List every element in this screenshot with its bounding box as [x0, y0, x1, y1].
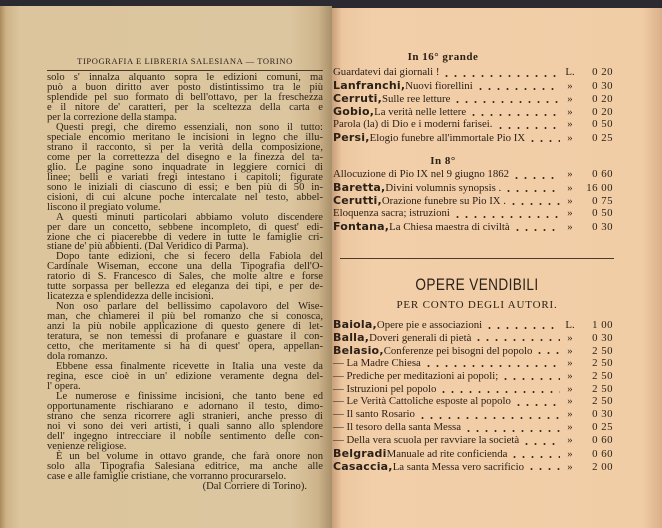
text-line: splendide pel suo formato di bell'ottavo, per la freschezza — [47, 91, 323, 103]
text-line: cetto, che meritamente si ha di quest' opera, appellan- — [47, 341, 323, 353]
entry-author: Balla, — [333, 330, 370, 344]
currency-mark: » — [567, 434, 573, 447]
text-line: glio. Le pagine sono inquadrate in leggiere cornici di — [47, 161, 323, 173]
leader-dots — [512, 177, 560, 179]
entry-title: Parola (la) di Dio e i moderni farisei. — [333, 118, 493, 130]
text-line: come per la correttezza del disegno e la finezza del ta- — [47, 151, 323, 163]
entry-price: 2 50 — [592, 369, 613, 382]
entry-author: Belasio, — [333, 343, 384, 357]
currency-mark: L. — [565, 319, 575, 331]
entry-price: 2 50 — [592, 382, 613, 395]
text-line: per la correzione della stampa. — [47, 111, 177, 123]
leader-dots — [522, 443, 560, 445]
text-line: Ebbene essa finalmente ricevette in Italia una veste da — [56, 361, 323, 373]
catalog-entry — [333, 370, 613, 383]
entry-price: 0 60 — [592, 448, 613, 460]
catalog-entry — [333, 395, 613, 408]
text-line: case e alle famiglie cristiane, che vorranno procurarselo. — [47, 470, 287, 482]
entry-title: La verità nelle lettere — [374, 106, 467, 118]
text-line: È un bel volume in ottavo grande, che farà onore non — [56, 450, 323, 462]
entry-author: Fontana, — [333, 220, 390, 233]
text-line: (Dal Corriere di Torino). — [202, 480, 307, 492]
leader-dots — [527, 468, 560, 470]
entry-price: 0 30 — [592, 221, 613, 233]
text-line: Non oso parlare del bellissimo capolavoro del Wise- — [56, 301, 323, 313]
text-line: strano che senza ricorrere agli stranieri, anche presso di — [47, 410, 323, 422]
currency-mark: » — [567, 80, 573, 92]
entry-price: 0 25 — [592, 421, 613, 434]
entry-price: 1 00 — [592, 319, 613, 331]
entry-price: 2 50 — [592, 395, 613, 408]
section-divider — [340, 258, 614, 259]
entry-price: 2 00 — [592, 460, 613, 473]
leader-dots — [453, 101, 560, 103]
entry-price: 0 20 — [592, 106, 613, 118]
leader-dots — [510, 456, 560, 458]
currency-mark: » — [567, 448, 573, 460]
entry-author: Cerutti, — [333, 194, 382, 207]
entry-price: 0 25 — [592, 132, 613, 144]
entry-price: 2 50 — [592, 356, 613, 369]
currency-mark: » — [567, 344, 573, 357]
text-line: speciale encomio meritano le incisioni in legno che illu- — [47, 131, 323, 143]
leader-dots — [464, 430, 560, 432]
entry-title: Nuovi fiorellini — [405, 80, 473, 92]
catalog-entry — [333, 408, 613, 421]
text-line: man, che chiamerei il più bel romanzo che si conosca, — [47, 311, 323, 323]
leader-dots — [509, 203, 560, 205]
text-line: anzi la più nobile applicazione di questo genere di let- — [47, 321, 323, 333]
entry-title: Guardatevi dai giornali ! — [333, 66, 440, 78]
entry-title: Divini volumnis synopsis . — [385, 182, 502, 194]
text-line: Cardinale Wiseman, eccone una della Tipografia dell'O- — [47, 261, 323, 273]
catalog-entry — [333, 168, 613, 181]
catalog-entry — [333, 105, 613, 118]
catalog-entry — [333, 181, 613, 194]
entry-price: 0 30 — [592, 80, 613, 92]
leader-dots — [514, 404, 560, 406]
entry-author: Persi, — [333, 131, 370, 144]
text-line: tutte sorpassa per bellezza ed eleganza dei tipi, e per de- — [47, 281, 323, 293]
entry-title: Orazione funebre su Pio IX . — [381, 195, 506, 207]
leader-dots — [474, 339, 560, 341]
leader-dots — [476, 88, 560, 90]
currency-mark: » — [567, 182, 573, 194]
text-line: Questi pregi, che diremo essenziali, non sono il tutto: — [56, 121, 323, 133]
leader-dots — [453, 216, 560, 218]
entry-price: 0 20 — [592, 93, 613, 105]
entry-price: 0 60 — [592, 168, 613, 180]
text-line: solo s' innalza alquanto sopra le edizioni comuni, ma — [47, 72, 323, 83]
catalog-entry — [333, 331, 613, 344]
text-line: A questi minuti particolari abbiamo voluto discendere — [56, 211, 323, 223]
entry-title: — Il tesoro della santa Messa — [333, 421, 462, 434]
text-line: regina, esce cioè in un' edizione veramente degna del- — [47, 371, 323, 383]
currency-mark: » — [567, 168, 573, 180]
currency-mark: » — [567, 421, 573, 434]
leader-dots — [535, 352, 560, 354]
text-line: linee; belli e variati fregi intestano i capitoli; figurate — [47, 171, 323, 183]
leader-dots — [528, 140, 560, 142]
leader-dots — [439, 391, 560, 393]
section-heading-8: In 8° — [430, 155, 456, 167]
entry-title: Eloquenza sacra; istruzioni — [333, 207, 450, 219]
catalog-entry — [333, 66, 613, 79]
text-line: dola romanzo. — [47, 351, 108, 363]
text-line: opportunamente rischiarano e adornano il testo, dimo- — [47, 400, 323, 412]
text-line: dell' ingegno intrecciare il nobile sentimento delle con- — [47, 430, 323, 442]
catalog-entry — [333, 460, 613, 473]
currency-mark: » — [567, 195, 573, 207]
currency-mark: » — [567, 118, 573, 130]
text-line: solo alla Tipografia Salesiana editrice, ma anche alle — [47, 460, 323, 472]
catalog-entry — [333, 131, 613, 144]
catalog-entry — [333, 434, 613, 447]
text-line: noi vi sono dei veri artisti, i quali sanno allo splendore — [47, 420, 323, 432]
currency-mark: » — [567, 408, 573, 421]
running-head: TIPOGRAFIA E LIBRERIA SALESIANA — TORINO — [77, 56, 293, 66]
text-line: può a buon diritto aver posto distintissimo tra le più — [47, 81, 323, 93]
text-line: strano il racconto, sì per la verità della composizione, — [47, 141, 323, 153]
text-line: Le numerose e finissime incisioni, che tanto bene ed — [56, 391, 323, 402]
catalog-entry — [333, 357, 613, 370]
entry-author: Casaccia, — [333, 459, 393, 473]
currency-mark: » — [567, 382, 573, 395]
text-line: sono le iniziali di ciascuno di essi; e ben più di 50 in- — [47, 181, 323, 193]
text-line: zione che ci piacerebbe di vedere in tutte le famiglie cri- — [47, 231, 323, 243]
text-line: Dopo tante edizioni, che si fecero della Fabiola del — [56, 251, 323, 263]
text-line: cisioni, di cui alcune poche intercalate nel testo, abbel- — [47, 191, 323, 203]
text-line: venienze religiose. — [47, 440, 127, 452]
entry-title: La Chiesa maestra di civiltà — [389, 221, 510, 233]
entry-price: 0 20 — [592, 66, 613, 78]
leader-dots — [501, 378, 560, 380]
catalog-entry — [333, 344, 613, 357]
entry-title: — Prediche per meditazioni ai popoli; — [333, 369, 499, 382]
catalog-entry — [333, 318, 613, 331]
leader-dots — [469, 114, 560, 116]
leader-dots — [418, 417, 560, 419]
currency-mark: » — [567, 369, 573, 382]
text-line: e il nitore de' caratteri, per la sceltezza della carta e — [47, 101, 323, 113]
catalog-entry — [333, 383, 613, 396]
text-line: per dare un concetto, sebbene incompleto, di quest' edi- — [47, 221, 323, 233]
catalog-entry — [333, 194, 613, 207]
currency-mark: » — [567, 221, 573, 233]
entry-title: Elogio funebre all'immortale Pio IX — [369, 132, 526, 144]
entry-title: — Il santo Rosario — [333, 408, 415, 421]
entry-author: Lanfranchi, — [333, 79, 406, 92]
catalog-entry — [333, 220, 613, 233]
entry-title: — La Madre Chiesa — [333, 356, 421, 369]
entry-price: 16 00 — [586, 182, 613, 194]
entry-price: 0 60 — [592, 434, 613, 447]
text-line: ratorio di S. Francesco di Sales, che molte altre e forse — [47, 271, 323, 283]
entry-price: 0 30 — [592, 331, 613, 344]
leader-dots — [513, 229, 560, 231]
entry-title: — Istruzioni pel popolo — [333, 382, 437, 395]
catalog-entry — [333, 447, 613, 460]
currency-mark: » — [567, 395, 573, 408]
entry-title: Allocuzione di Pio IX nel 9 giugno 1862 — [333, 168, 510, 180]
section-heading-16-grande: In 16° grande — [407, 51, 479, 63]
entry-title: — Della vera scuola per ravviare la società — [333, 434, 520, 447]
entry-author: Cerruti, — [333, 92, 383, 105]
currency-mark: » — [567, 331, 573, 344]
text-line: liscono il pregiato volume. — [47, 201, 161, 213]
entry-author: Baretta, — [333, 181, 386, 194]
entry-price: 0 30 — [592, 408, 613, 421]
entry-title: Sulle ree letture — [382, 93, 451, 105]
currency-mark: » — [567, 132, 573, 144]
entry-price: 0 50 — [592, 118, 613, 130]
entry-author: Gobio, — [333, 105, 375, 118]
entry-price: 2 50 — [592, 344, 613, 357]
catalog-entry — [333, 207, 613, 220]
entry-title: La santa Messa vero sacrificio — [392, 460, 524, 473]
leader-dots — [442, 75, 560, 77]
currency-mark: L. — [565, 66, 575, 78]
opere-vendibili-title: OPERE VENDIBILI — [415, 275, 539, 294]
catalog-entry — [333, 92, 613, 105]
currency-mark: » — [567, 207, 573, 219]
currency-mark: » — [567, 356, 573, 369]
entry-price: 0 75 — [592, 195, 613, 207]
text-line: stiane de' più abbienti. (Dal Veridico di Parma). — [47, 241, 249, 253]
currency-mark: » — [567, 460, 573, 473]
entry-title: Manuale ad rite conficienda — [386, 448, 508, 460]
leader-dots — [496, 127, 560, 129]
entry-title: Doveri generali di pietà — [369, 331, 472, 344]
text-line: l' opera. — [47, 381, 81, 393]
catalog-entry — [333, 79, 613, 92]
entry-title: Opere pie e associazioni — [376, 319, 483, 331]
entry-author: Belgradi — [333, 447, 387, 460]
header-rule — [47, 70, 323, 71]
catalog-entry — [333, 118, 613, 131]
currency-mark: » — [567, 93, 573, 105]
entry-title: — Le Verità Cattoliche esposte al popolo — [333, 395, 511, 408]
opere-subtitle: PER CONTO DEGLI AUTORI. — [396, 299, 558, 311]
entry-title: Conferenze pei bisogni del popolo — [383, 344, 533, 357]
article-text — [47, 73, 323, 492]
text-line: licatezza e splendidezza delle incisioni. — [47, 291, 214, 303]
leader-dots — [485, 327, 560, 329]
entry-price: 0 50 — [592, 207, 613, 219]
leader-dots — [504, 190, 560, 192]
text-line: teratura, se non temessi di profanare e guastare il con- — [47, 331, 323, 343]
currency-mark: » — [567, 106, 573, 118]
catalog-entry — [333, 421, 613, 434]
entry-author: Baiola, — [333, 318, 377, 331]
leader-dots — [424, 365, 560, 367]
